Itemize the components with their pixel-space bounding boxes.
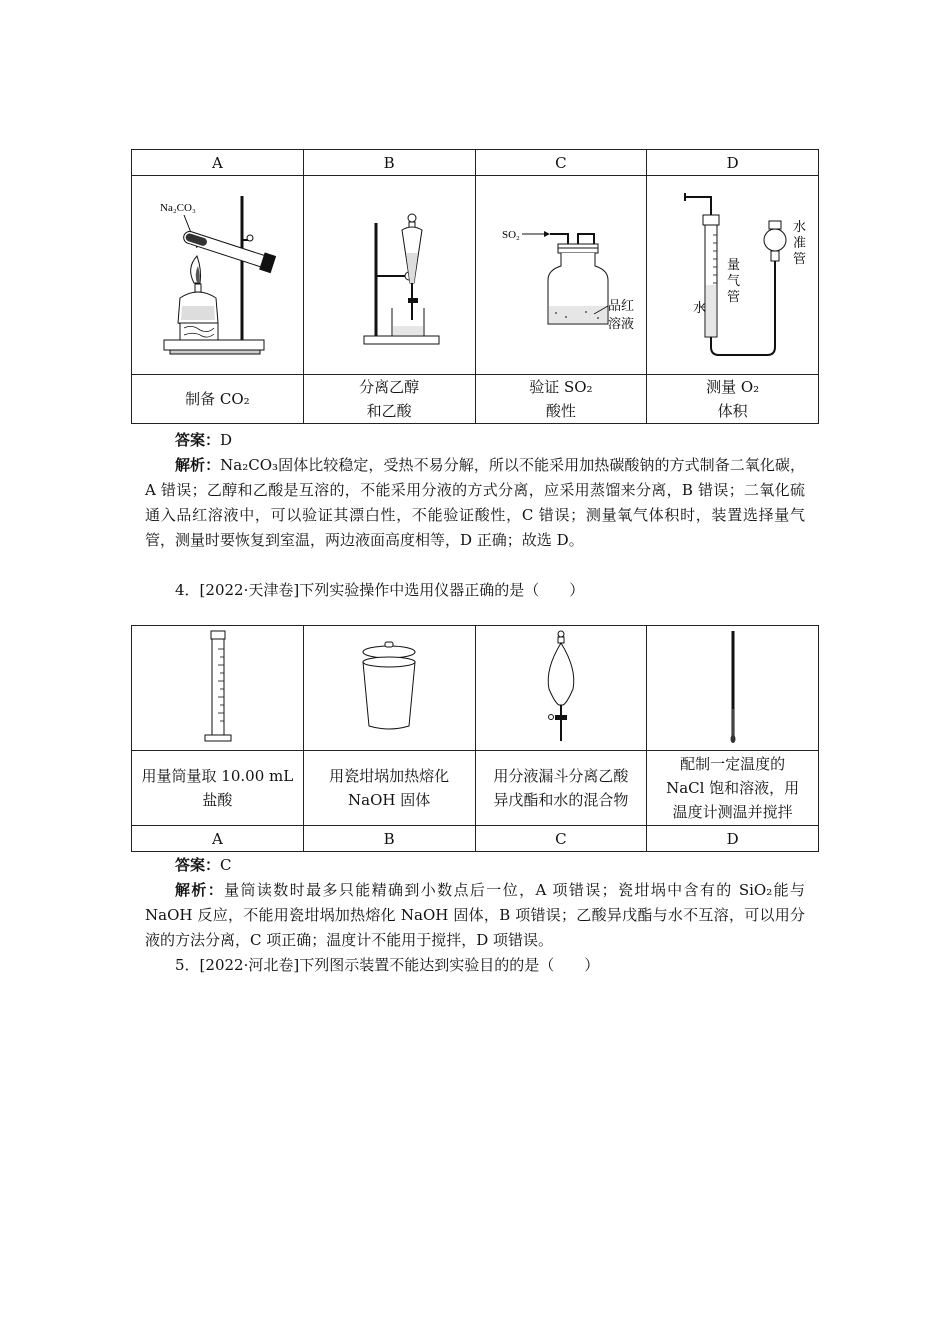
level-tube-label-2: 准 (792, 236, 806, 251)
question-4: 4．[2022·天津卷]下列实验操作中选用仪器正确的是（ ） (175, 581, 585, 599)
footer-a: A (132, 826, 304, 852)
option-c-text: 用分液漏斗分离乙酸 异戊酯和水的混合物 (475, 751, 647, 826)
analysis-2: 解析：量筒读数时最多只能精确到小数点后一位，A 项错误；瓷坩埚中含有的 SiO₂能与 NaOH 反应，不能用瓷坩埚加热熔化 NaOH 固体，B 项错误；乙酸异戊酯与水不互溶，可以用分液的方法分离，C 项正确；温度计不能用于搅拌，D 项错误。 (145, 881, 805, 949)
figure-a-cell (132, 176, 304, 375)
pinhong-label-1: 品红 (607, 298, 634, 314)
answer-2: 答案：C (175, 856, 232, 874)
answer-1: 答案：D (175, 431, 233, 449)
water-label: 水 (692, 301, 706, 316)
level-tube-label-1: 水 (792, 220, 806, 235)
gas-burette-figure (653, 185, 813, 365)
apparatus-table-2 (131, 625, 819, 852)
heating-test-tube-figure (142, 188, 292, 363)
header-a: A (132, 150, 304, 176)
thermometer-cell (647, 626, 819, 751)
gas-washing-bottle-figure (486, 188, 636, 363)
analysis-1: 解析：Na₂CO₃固体比较稳定，受热不易分解，所以不能采用加热碳酸钠的方式制备二氧化碳，A 错误；乙醇和乙酸是互溶的，不能采用分液的方式分离，应采用蒸馏来分离，B 错误；二氧化硫通入品红溶液中，可以验证其漂白性，不能验证酸性，C 错误；测量氧气体积时，装置选择量气管，测量时要恢复到室温，两边液面高度相等，D 正确；故选 D。 (145, 456, 805, 549)
figure-c-cell (475, 176, 647, 375)
crucible-figure (349, 638, 429, 738)
caption-d: 测量 O₂ 体积 (647, 375, 819, 424)
gas-tube-label-1: 量 (726, 258, 740, 273)
option-b-text: 用瓷坩埚加热熔化 NaOH 固体 (303, 751, 475, 826)
header-c: C (475, 150, 647, 176)
footer-d: D (647, 826, 819, 852)
pinhong-label-2: 溶液 (607, 316, 634, 332)
figure-d-cell (647, 176, 819, 375)
gas-tube-label-2: 气 (726, 274, 740, 289)
separatory-funnel-figure (531, 629, 591, 747)
na2co3-label: Na₂CO₃ (160, 201, 197, 214)
gas-tube-label-3: 管 (726, 290, 740, 305)
separatory-funnel-stand-figure (314, 188, 464, 363)
apparatus-table-1 (131, 149, 819, 424)
caption-b: 分离乙醇 和乙酸 (303, 375, 475, 424)
header-b: B (303, 150, 475, 176)
footer-c: C (475, 826, 647, 852)
crucible-cell (303, 626, 475, 751)
level-tube-label-3: 管 (792, 252, 806, 267)
graduated-cylinder-cell (132, 626, 304, 751)
option-d-text: 配制一定温度的 NaCl 饱和溶液，用 温度计测温并搅拌 (647, 751, 819, 826)
footer-b: B (303, 826, 475, 852)
option-a-text: 用量筒量取 10.00 mL 盐酸 (132, 751, 304, 826)
question-5: 5．[2022·河北卷]下列图示装置不能达到实验目的的是（ ） (175, 956, 600, 974)
caption-a: 制备 CO₂ (132, 375, 304, 424)
figure-b-cell (303, 176, 475, 375)
header-d: D (647, 150, 819, 176)
so2-label: SO₂ (501, 228, 520, 241)
graduated-cylinder-figure (187, 629, 247, 747)
separatory-funnel-cell (475, 626, 647, 751)
caption-c: 验证 SO₂ 酸性 (475, 375, 647, 424)
thermometer-figure (718, 629, 748, 747)
